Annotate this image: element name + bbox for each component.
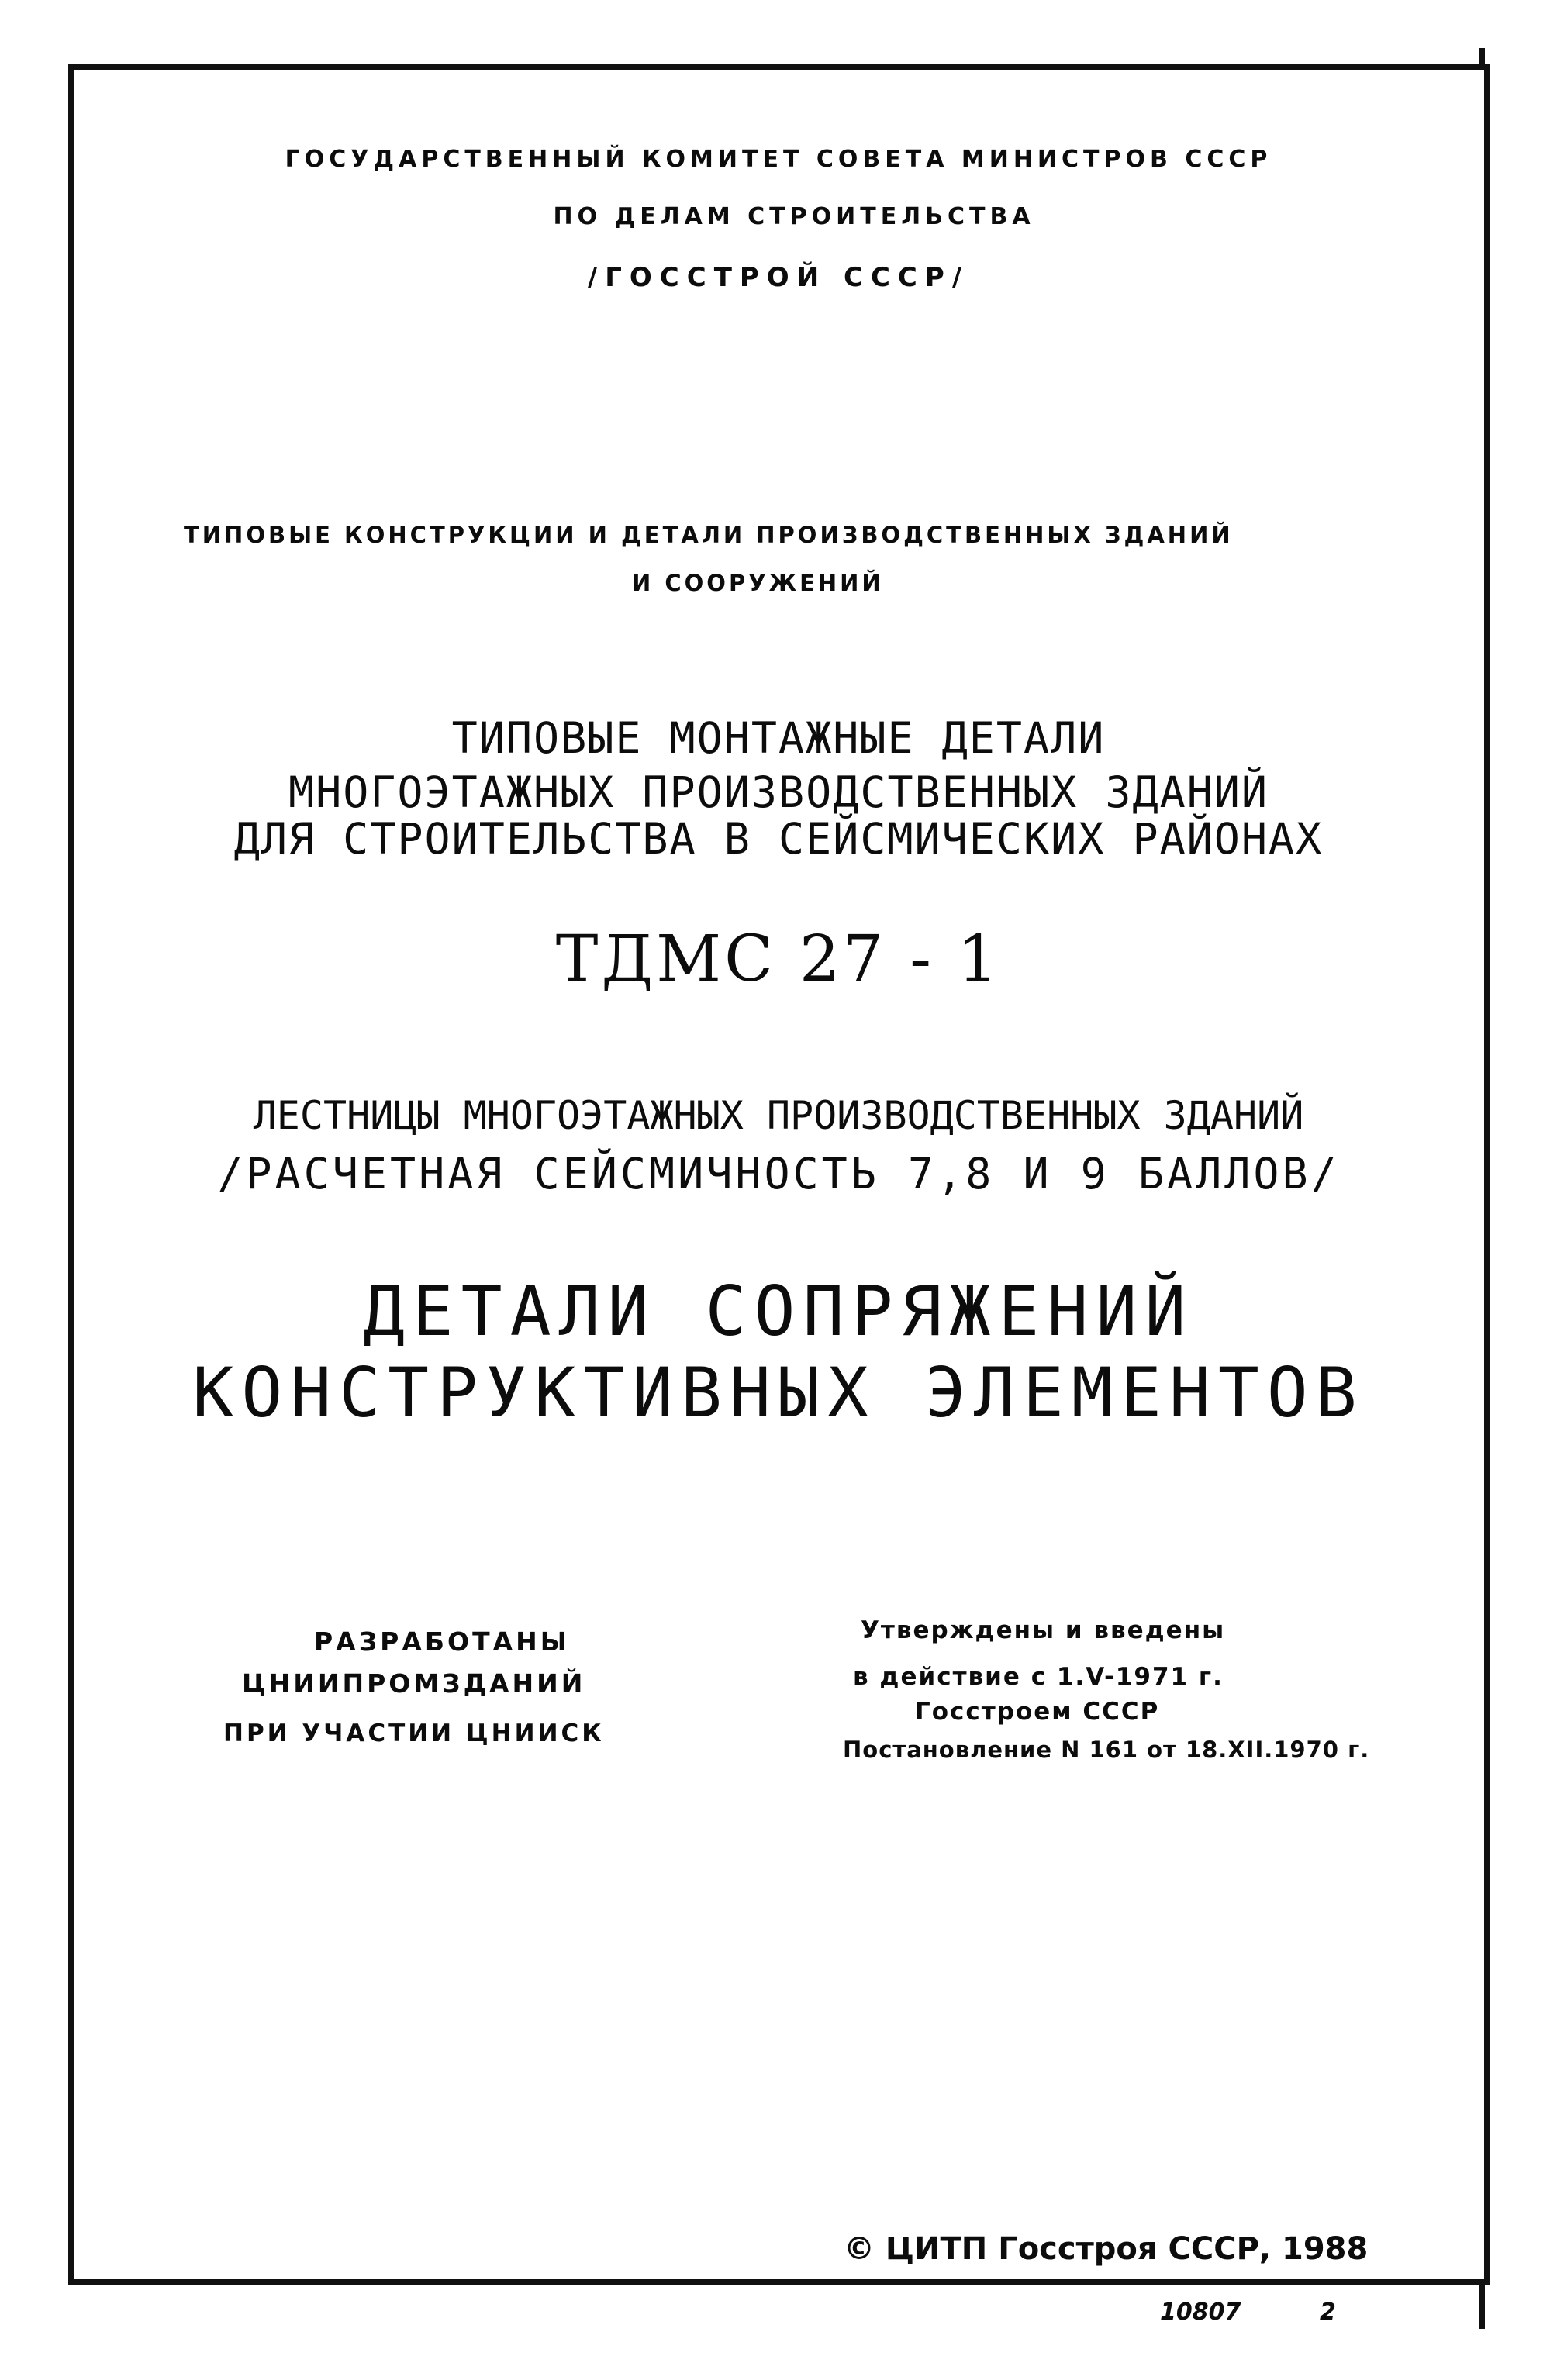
frame-extension-top <box>1479 48 1485 68</box>
header-department: ПО ДЕЛАМ СТРОИТЕЛЬСТВА <box>553 203 1035 230</box>
subtitle-stairs: ЛЕСТНИЦЫ МНОГОЭТАЖНЫХ ПРОИЗВОДСТВЕННЫХ ЗДАНИЙ <box>253 1093 1304 1138</box>
developer-organization: ЦНИИПРОМЗДАНИЙ <box>242 1668 586 1699</box>
approved-authority: Госстроем СССР <box>915 1698 1160 1726</box>
series-title: ТИПОВЫЕ КОНСТРУКЦИИ И ДЕТАЛИ ПРОИЗВОДСТВЕННЫХ ЗДАНИЙ <box>184 522 1234 548</box>
subtitle-seismicity: /РАСЧЕТНАЯ СЕЙСМИЧНОСТЬ 7,8 И 9 БАЛЛОВ/ <box>217 1149 1340 1199</box>
series-title-continued: И СООРУЖЕНИЙ <box>632 570 884 596</box>
developer-participation: ПРИ УЧАСТИИ ЦНИИСК <box>223 1719 605 1747</box>
main-title-line-1: ДЕТАЛИ СОПРЯЖЕНИЙ <box>363 1271 1194 1351</box>
document-title-line-2: МНОГОЭТАЖНЫХ ПРОИЗВОДСТВЕННЫХ ЗДАНИЙ <box>288 767 1269 817</box>
footer-page-number: 2 <box>1320 2299 1336 2326</box>
footer-document-number: 10807 <box>1160 2299 1241 2326</box>
frame-extension-bottom <box>1479 2282 1485 2329</box>
document-code: ТДМС 27 - 1 <box>555 923 1002 996</box>
approved-date: в действие с 1.V-1971 г. <box>853 1663 1224 1691</box>
document-title-line-3: ДЛЯ СТРОИТЕЛЬСТВА В СЕЙСМИЧЕСКИХ РАЙОНАХ <box>233 814 1324 864</box>
header-gosstroy: /ГОССТРОЙ СССР/ <box>587 262 970 293</box>
developed-label: РАЗРАБОТАНЫ <box>314 1626 570 1657</box>
document-title-line-1: ТИПОВЫЕ МОНТАЖНЫЕ ДЕТАЛИ <box>451 713 1106 763</box>
approved-resolution: Постановление N 161 от 18.XII.1970 г. <box>843 1737 1370 1763</box>
copyright-notice: © ЦИТП Госстроя СССР, 1988 <box>844 2231 1369 2267</box>
approved-label: Утверждены и введены <box>861 1616 1226 1644</box>
header-ministry: ГОСУДАРСТВЕННЫЙ КОМИТЕТ СОВЕТА МИНИСТРОВ СССР <box>285 146 1272 173</box>
main-title-line-2: КОНСТРУКТИВНЫХ ЭЛЕМЕНТОВ <box>192 1353 1365 1433</box>
